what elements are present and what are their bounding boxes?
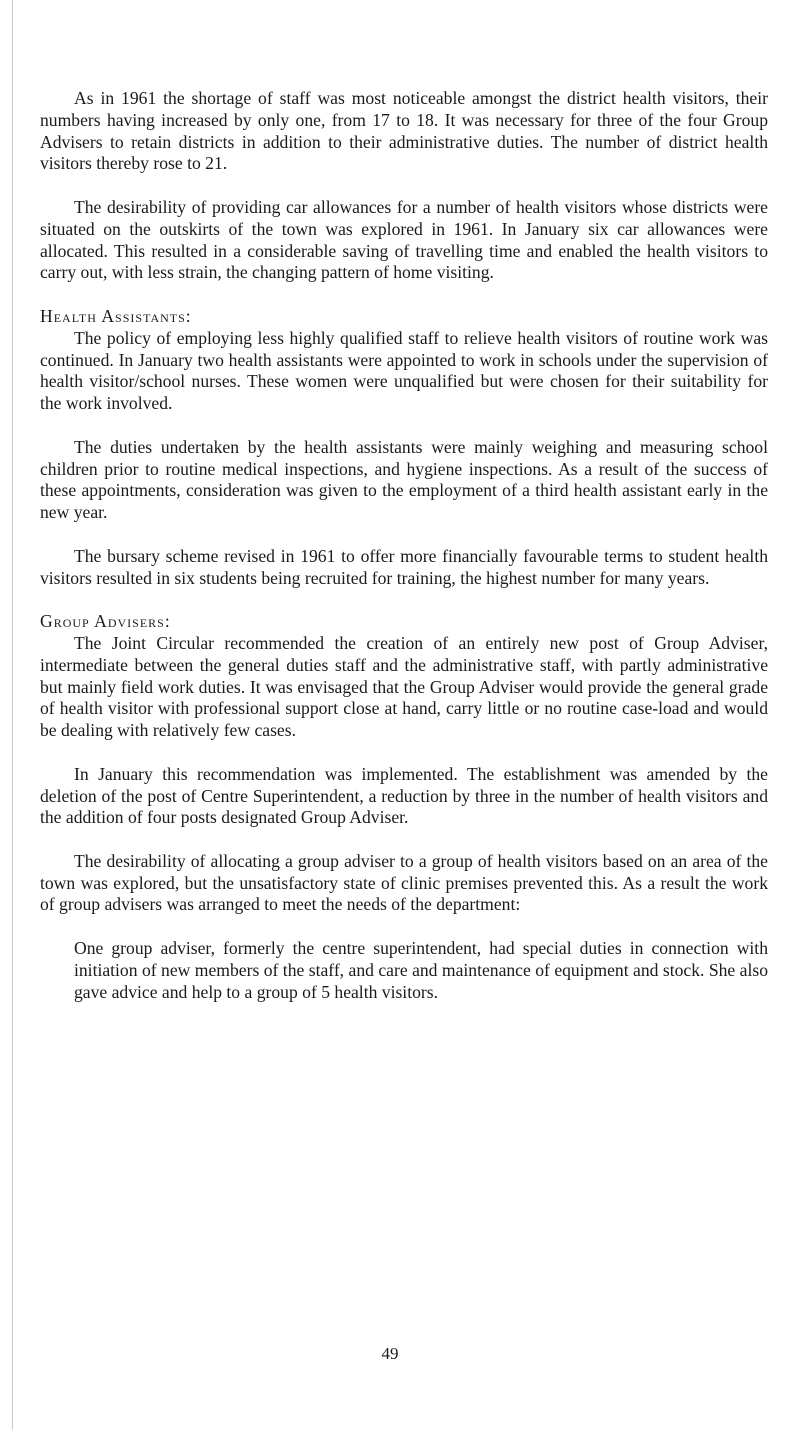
paragraph-recommendation-implemented: In January this recommendation was implemented. The establishment was amended by the deletion of the post of Centre Superintendent, a reduction by three in the number of health visitors and the addition of four posts designated Group Adviser. [40, 763, 768, 828]
paragraph-assistant-duties: The duties undertaken by the health assistants were mainly weighing and measuring school children prior to routine medical inspections, and hygiene inspections. As a result of the success of these appointments, consideration was given to the employment of a third health assistant early in the new year. [40, 436, 768, 523]
paragraph-one-group-adviser: One group adviser, formerly the centre superintendent, had special duties in connection with initiation of new members of the staff, and care and maintenance of equipment and stock. She also gave advice and help to a group of 5 health visitors. [74, 938, 768, 1002]
paragraph-allocating-advisers: The desirability of allocating a group adviser to a group of health visitors based on an area of the town was explored, but the unsatisfactory state of clinic premises prevented this. As a result the work of group advisers was arranged to meet the needs of the department: [40, 850, 768, 915]
paragraph-bursary-scheme: The bursary scheme revised in 1961 to offer more financially favourable terms to student health visitors resulted in six students being recruited for training, the highest number for many years. [40, 545, 768, 588]
paragraph-car-allowances: The desirability of providing car allowances for a number of health visitors whose districts were situated on the outskirts of the town was explored in 1961. In January six car allowances were allocated. This resulted in a considerable saving of travelling time and enabled the health visitors to carry out, with less strain, the changing pattern of home visiting. [40, 196, 768, 283]
page-binding-edge [12, 0, 13, 1430]
paragraph-joint-circular: The Joint Circular recommended the creation of an entirely new post of Group Adviser, intermediate between the general duties staff and the administrative staff, with partly administrative but mainly field work duties. It was envisaged that the Group Adviser would provide the general grade of health visitor with professional support close at hand, carry little or no routine case-load and would be dealing with relatively few cases. [40, 632, 768, 741]
paragraph-employing-policy: The policy of employing less highly qualified staff to relieve health visitors of routine work was continued. In January two health assistants were appointed to work in schools under the supervision of health visitor/school nurses. These women were unqualified but were chosen for their suitability for the work involved. [40, 327, 768, 414]
document-page [40, 88, 768, 1003]
page-number: 49 [381, 1344, 399, 1363]
heading-group-advisers: Group Advisers: [40, 611, 171, 632]
paragraph-staff-shortage: As in 1961 the shortage of staff was most noticeable amongst the district health visitors, their numbers having increased by only one, from 17 to 18. It was necessary for three of the four Group Advisers to retain districts in addition to their administrative duties. The number of district health visitors thereby rose to 21. [40, 88, 768, 174]
heading-health-assistants: Health Assistants: [40, 305, 192, 326]
